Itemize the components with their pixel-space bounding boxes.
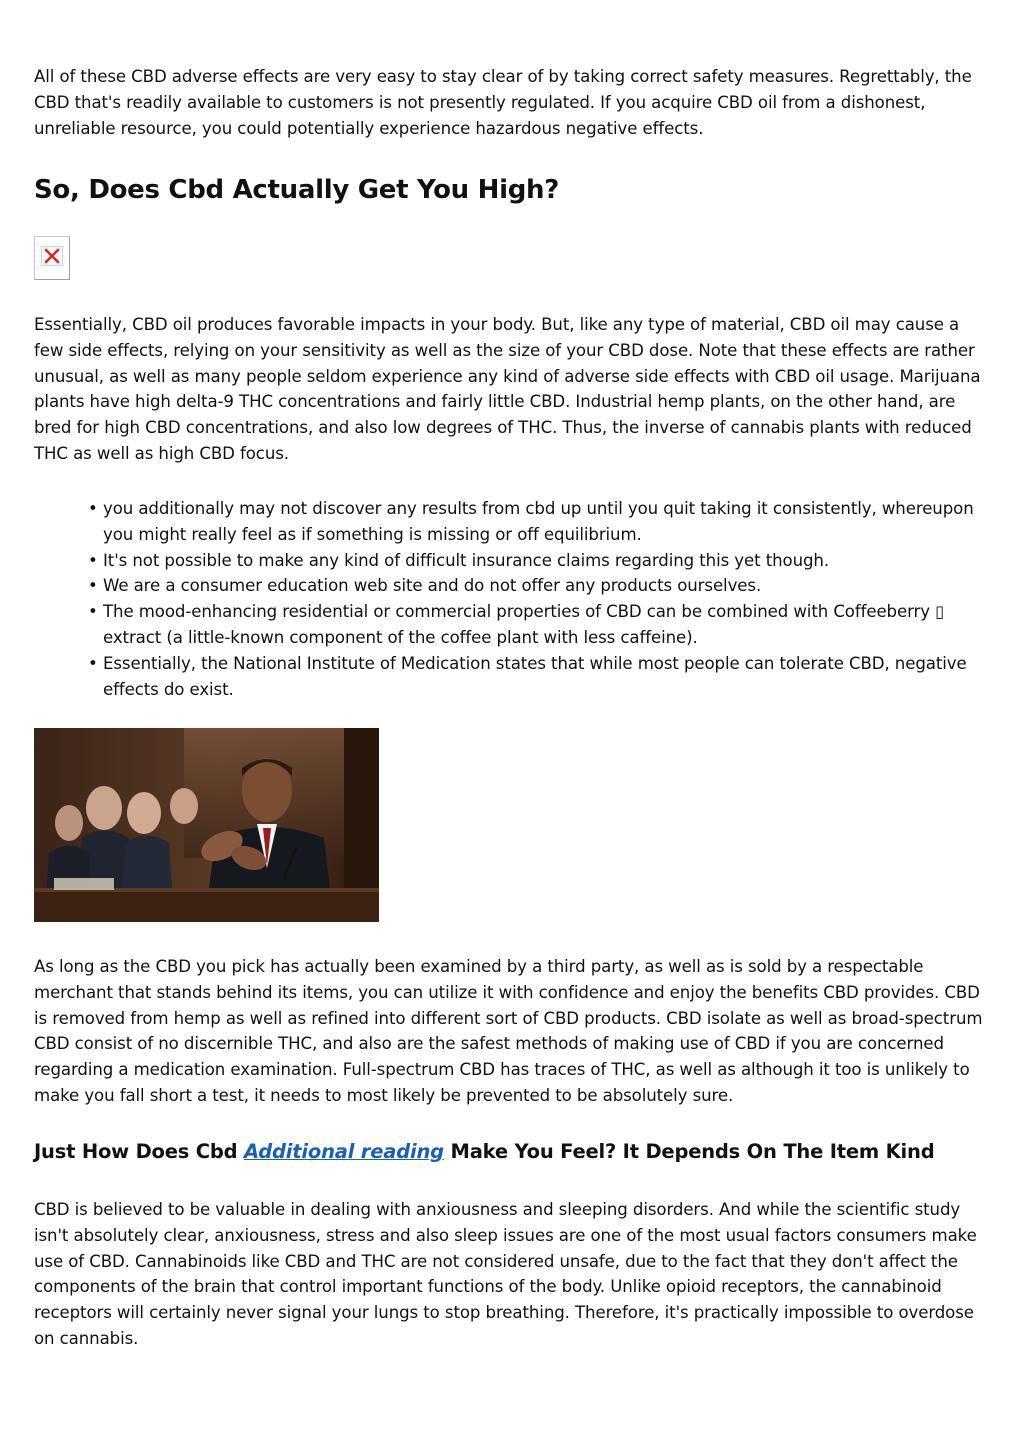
list-item-text: you additionally may not discover any results from cbd up until you quit taking it consistently, whereupon you might really feel as if something is missing or off equilibrium. — [103, 499, 974, 544]
paragraph-intro: All of these CBD adverse effects are very easy to stay clear of by taking correct safety measures. Regrettably, the CBD that's readily available to customers is not presently regulated. If you acquire CBD oil from a dishonest, unreliable resource, you could potentially experience hazardous negative effects. — [34, 67, 972, 138]
broken-image-placeholder — [34, 236, 70, 280]
bullet-marker: • — [88, 576, 98, 596]
list-item — [34, 599, 990, 651]
heading-text-before: Just How Does Cbd — [34, 1140, 244, 1163]
broken-image-icon — [41, 246, 63, 266]
list-item-text: We are a consumer education web site and do not offer any products ourselves. — [103, 576, 762, 596]
heading-does-cbd-get-you-high: So, Does Cbd Actually Get You High? — [34, 175, 560, 205]
list-item-text: Essentially, the National Institute of Medication states that while most people can tolerate CBD, negative effects do exist. — [103, 653, 967, 699]
hearing-photo — [34, 728, 379, 922]
paragraph-third-party: As long as the CBD you pick has actually been examined by a third party, as well as is sold by a respectable merchant that stands behind its items, you can utilize it with confidence and enjoy the benefits CBD provides. CBD is removed from hemp as well as refined into different sort of CBD products. CBD isolate as well as broad-spectrum CBD consist of no discernible THC, and also are the safest methods of making use of CBD if you are concerned regarding a medication examination. Full-spectrum CBD has traces of THC, as well as although it too is unlikely to make you fall short a test, it needs to most likely be prevented to be absolutely sure. — [34, 957, 983, 1105]
paragraph-anxiety: CBD is believed to be valuable in dealing with anxiousness and sleeping disorders. And while the scientific study isn't absolutely clear, anxiousness, stress and also sleep issues are one of the most usual factors consumers make use of CBD. Cannabinoids like CBD and THC are not considered unsafe, due to the fact that they don't affect the components of the brain that control important functions of the body. Unlike opioid receptors, the cannabinoid receptors will certainly never signal your lungs to stop breathing. Therefore, it's practically impossible to overdose on cannabis. — [34, 1200, 977, 1348]
list-item — [34, 548, 990, 574]
bullet-list — [34, 496, 990, 702]
additional-reading-link[interactable]: Additional reading — [244, 1140, 444, 1163]
paragraph-effects: Essentially, CBD oil produces favorable impacts in your body. But, like any type of material, CBD oil may cause a few side effects, relying on your sensitivity as well as the size of your CBD dose. Note that these effects are rather unusual, as well as many people seldom experience any kind of adverse side effects with CBD oil usage. Marijuana plants have high delta-9 THC concentrations and fairly little CBD. Industrial hemp plants, on the other hand, are bred for high CBD concentrations, and also low degrees of THC. Thus, the inverse of cannabis plants with reduced THC as well as high CBD focus. — [34, 315, 981, 463]
bullet-marker: • — [88, 653, 98, 673]
bullet-marker: • — [88, 602, 98, 622]
bullet-marker: • — [88, 550, 98, 570]
list-item — [34, 573, 990, 599]
heading-how-does-cbd-feel — [34, 1137, 934, 1167]
list-item-text: The mood-enhancing residential or commercial properties of CBD can be combined with Coffeeberry ▯ extract (a little-known component of the coffee plant with less caffeine). — [103, 602, 945, 647]
heading-text-after: Make You Feel? It Depends On The Item Kind — [443, 1140, 935, 1163]
list-item — [34, 651, 990, 703]
list-item — [34, 496, 990, 548]
list-item-text: It's not possible to make any kind of difficult insurance claims regarding this yet though. — [103, 550, 830, 570]
bullet-marker: • — [88, 499, 98, 518]
hearing-photo-illustration — [34, 728, 379, 922]
